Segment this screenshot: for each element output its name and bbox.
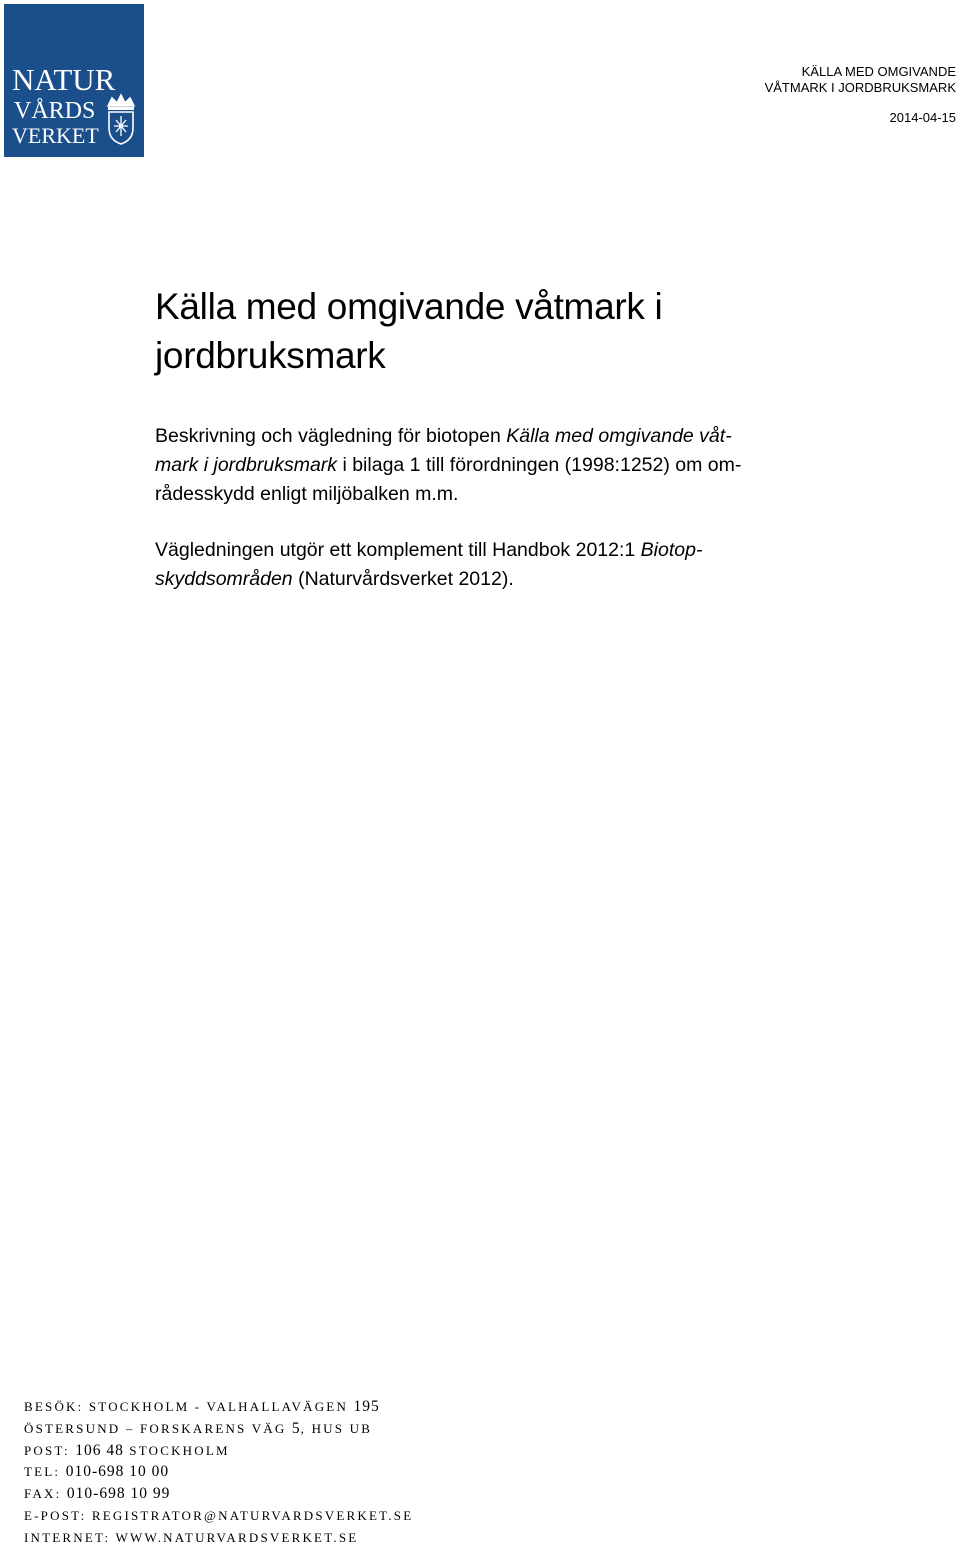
para2-italic-1: Biotop- [640, 539, 703, 561]
header-title-line1: KÄLLA MED OMGIVANDE [801, 64, 956, 79]
footer-post [24, 1440, 624, 1462]
footer-internet: INTERNET: WWW.NATURVARDSVERKET.SE [24, 1529, 359, 1545]
header-title-line2: VÅTMARK I JORDBRUKSMARK [764, 80, 956, 95]
title-line2: jordbruksmark [155, 335, 386, 376]
contact-footer [24, 1396, 624, 1549]
visit-number: 195 [353, 1398, 380, 1415]
tel-label: TEL: [24, 1464, 66, 1480]
post-label: POST: [24, 1442, 76, 1458]
tel-number: 010-698 10 00 [65, 1463, 170, 1481]
para1-text-1: Beskrivning och vägledning för biotopen [155, 425, 507, 447]
page-title [155, 282, 795, 380]
document-header-title [656, 64, 956, 96]
fax-label: FAX: [24, 1486, 67, 1502]
crown-shield-icon [108, 95, 134, 144]
post-number: 106 48 [75, 1441, 124, 1459]
logo-line-verket: VERKET [12, 123, 99, 148]
logo-line-vards: VÅRDS [14, 98, 96, 124]
footer-fax [24, 1483, 624, 1505]
para2-text-1: Vägledningen utgör ett komplement till Handbok 2012:1 [155, 539, 641, 561]
para1-text-2: i bilaga 1 till förordningen (1998:1252) om om- [337, 454, 742, 476]
description-paragraph [155, 422, 825, 509]
fax-number: 010-698 10 99 [66, 1485, 171, 1503]
ostersund-label: ÖSTERSUND – FORSKARENS VÄG [24, 1420, 292, 1436]
naturvardsverket-logo [4, 4, 144, 157]
para2-text-2: (Naturvårdsverket 2012). [292, 568, 514, 590]
document-date: 2014-04-15 [889, 110, 956, 125]
para1-italic-1: Källa med omgivande våt- [506, 425, 732, 447]
ostersund-rest: , HUS UB [300, 1420, 373, 1436]
footer-visit [24, 1396, 624, 1418]
ostersund-number: 5 [291, 1419, 301, 1437]
post-city: STOCKHOLM [123, 1442, 230, 1458]
complement-paragraph [155, 536, 825, 594]
para1-text-3: rådesskydd enligt miljöbalken m.m. [155, 483, 459, 505]
footer-ostersund [24, 1418, 624, 1440]
footer-email: E-POST: REGISTRATOR@NATURVARDSVERKET.SE [24, 1507, 414, 1523]
para1-italic-2: mark i jordbruksmark [155, 454, 338, 476]
footer-tel [24, 1461, 624, 1483]
title-line1: Källa med omgivande våtmark i [155, 286, 663, 327]
visit-label: BESÖK: STOCKHOLM - VALHALLAVÄGEN [24, 1399, 354, 1414]
logo-line-natur: NATUR [12, 62, 116, 97]
para2-italic-2: skyddsområden [155, 568, 293, 590]
